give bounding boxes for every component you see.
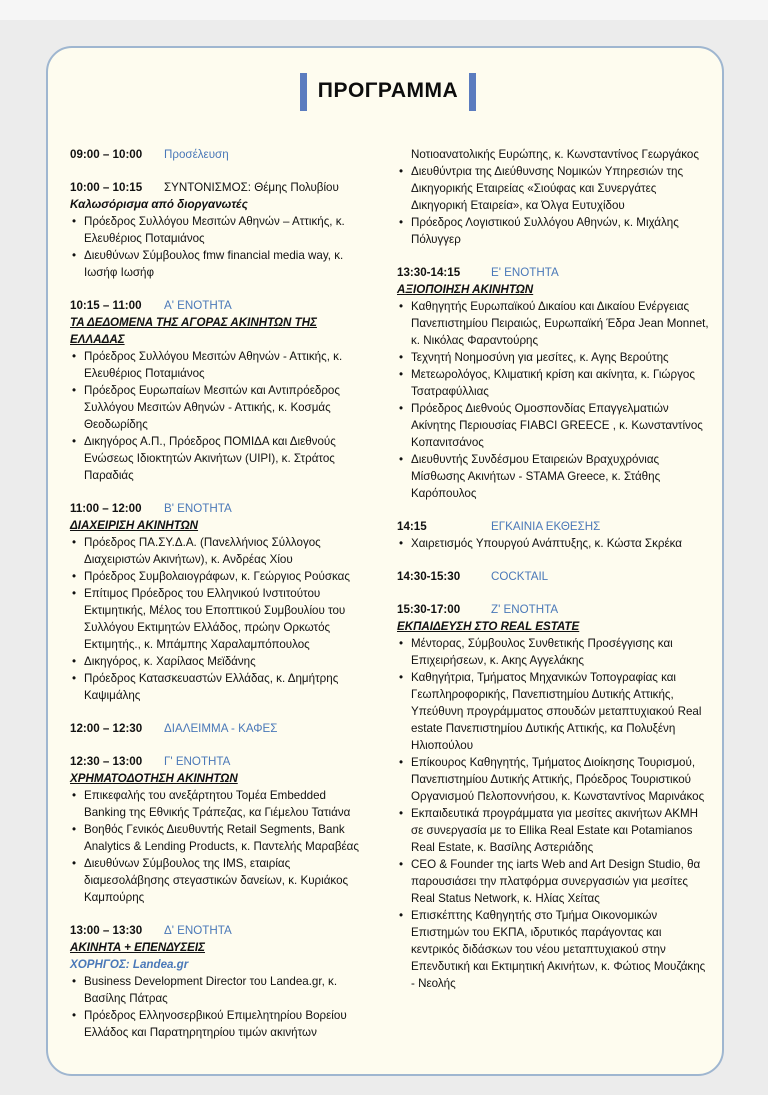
session-block — [70, 297, 370, 484]
session-subtitle: ΔΙΑΧΕΙΡΙΣΗ ΑΚΙΝΗΤΩΝ — [70, 519, 199, 532]
session-time: 14:30-15:30 — [397, 570, 461, 583]
speaker-item: • Μετεωρολόγος, Κλιματική κρίση και ακίνητα, κ. Γιώργος Τσατραφύλλιας — [397, 366, 709, 400]
title-accent-right — [469, 73, 476, 111]
speaker-list — [397, 535, 709, 552]
session-sponsor: ΧΟΡΗΓΟΣ: Landea.gr — [70, 958, 189, 971]
speaker-item: • Πρόεδρος Συμβολαιογράφων, κ. Γεώργιος Ρούσκας — [70, 568, 370, 585]
speaker-item: • Εκπαιδευτικά προγράμματα για μεσίτες ακινήτων ΑΚΜΗ σε συνεργασία με το Ellika Real Estate και Potamianos Real Estate, κ. Βασίλης Αστεριάδης — [397, 805, 709, 856]
session-time: 13:30-14:15 — [397, 266, 461, 279]
speaker-item: • Πρόεδρος Ελληνοσερβικού Επιμελητηρίου Βορείου Ελλάδος και Παρατηρητηρίου τιμών ακινήτων — [70, 1007, 370, 1041]
speaker-item: • Επίκουρος Καθηγητής, Τμήματος Διοίκησης Τουρισμού, Πανεπιστημίου Δυτικής Αττικής, Πρόεδρος Τουριστικού Οργανισμού Πελοποννήσου, κ. Κωνσταντίνος Μαρινάκος — [397, 754, 709, 805]
session-header — [70, 179, 370, 196]
speaker-item: • Πρόεδρος Συλλόγου Μεσιτών Αθηνών – Αττικής, κ. Ελευθέριος Ποταμιάνος — [70, 213, 370, 247]
session-block — [70, 753, 370, 906]
session-label: Δ' ΕΝΟΤΗΤΑ — [164, 924, 232, 937]
session-label: ΣΥΝΤΟΝΙΣΜΟΣ: Θέμης Πολυβίου — [164, 181, 339, 194]
session-time: 09:00 – 10:00 — [70, 148, 143, 161]
session-block — [397, 146, 709, 248]
right-column — [397, 146, 709, 1008]
speaker-item: • Δικηγόρος Α.Π., Πρόεδρος ΠΟΜΙΔΑ και Διεθνούς Ενώσεως Ιδιοκτητών Ακινήτων (UIPI), κ. Στράτος Παραδιάς — [70, 433, 370, 484]
left-column — [70, 146, 370, 1057]
speaker-item: • Επισκέπτης Καθηγητής στο Τμήμα Οικονομικών Επιστημών του ΕΚΠΑ, ιδρυτικός παράγοντας και κεντρικός διδάσκων του νέου μεταπτυχιακού στην Επενδυτική και Εκτιμητική Ακινήτων, κ. Φώτιος Μουζάκης - Νεολής — [397, 907, 709, 992]
speaker-list — [70, 973, 370, 1041]
session-block — [397, 518, 709, 552]
session-header — [397, 264, 709, 281]
session-subtitle: ΕΚΠΑΙΔΕΥΣΗ ΣΤΟ REAL ESTATE — [397, 620, 580, 633]
session-label: Προσέλευση — [164, 148, 229, 161]
session-label: Γ' ΕΝΟΤΗΤΑ — [164, 755, 231, 768]
speaker-item: • Επίτιμος Πρόεδρος του Ελληνικού Ινστιτούτου Εκτιμητικής, Μέλος του Εποπτικού Συμβουλίου του Συλλόγου Εκτιμητών Ελλάδος, πρώην Ορκωτός Εκτιμητής., κ. Μπάμπης Χαραλαμπόπουλος — [70, 585, 370, 653]
top-strip — [0, 0, 768, 20]
speaker-item: • Καθηγητής Ευρωπαϊκού Δικαίου και Δικαίου Ενέργειας Πανεπιστημίου Πειραιώς, Ευρωπαϊκή Έδρα Jean Monnet, κ. Νικόλας Φαραντούρης — [397, 298, 709, 349]
speaker-item: • Πρόεδρος Ευρωπαίων Μεσιτών και Αντιπρόεδρος Συλλόγου Μεσιτών Αθηνών - Αττικής, κ. Κοσμάς Θεοδωρίδης — [70, 382, 370, 433]
session-header — [397, 518, 709, 535]
speaker-list — [397, 635, 709, 992]
speaker-item: • Μέντορας, Σύμβουλος Συνθετικής Προσέγγισης και Επιχειρήσεων, κ. Ακης Αγγελάκης — [397, 635, 709, 669]
speaker-item: • Διευθύντρια της Διεύθυνσης Νομικών Υπηρεσιών της Δικηγορικής Εταιρείας «Σιούφας και Συνεργάτες Δικηγορική Εταιρεία», κα Όλγα Ευτυχίδου — [397, 163, 709, 214]
session-label: ΔΙΑΛΕΙΜΜΑ - ΚΑΦΕΣ — [164, 722, 278, 735]
speaker-item: • Πρόεδρος ΠΑ.ΣΥ.Δ.Α. (Πανελλήνιος Σύλλογος Διαχειριστών Ακινήτων), κ. Ανδρέας Χίου — [70, 534, 370, 568]
session-header — [397, 568, 709, 585]
session-header — [70, 500, 370, 517]
session-subtitle: ΤΑ ΔΕΔΟΜΕΝΑ ΤΗΣ ΑΓΟΡΑΣ ΑΚΙΝΗΤΩΝ ΤΗΣ ΕΛΛΑΔΑΣ — [70, 316, 317, 346]
speaker-item: • Δικηγόρος, κ. Χαρίλαος Μεϊδάνης — [70, 653, 370, 670]
session-subtitle: ΑΚΙΝΗΤΑ + ΕΠΕΝΔΥΣΕΙΣ — [70, 941, 205, 954]
session-block — [70, 720, 370, 737]
session-header — [70, 146, 370, 163]
title-block — [300, 73, 476, 111]
session-time: 12:30 – 13:00 — [70, 755, 143, 768]
session-label: COCKTAIL — [491, 570, 549, 583]
session-header — [70, 922, 370, 939]
session-time: 15:30-17:00 — [397, 603, 461, 616]
session-time: 13:00 – 13:30 — [70, 924, 143, 937]
session-time: 10:15 – 11:00 — [70, 299, 142, 312]
page-title: ΠΡΟΓΡΑΜΜΑ — [317, 79, 459, 102]
session-subtitle: Καλωσόρισμα από διοργανωτές — [70, 198, 248, 211]
session-block — [397, 568, 709, 585]
session-label: Ζ' ΕΝΟΤΗΤΑ — [491, 603, 559, 616]
speaker-item: • Τεχνητή Νοημοσύνη για μεσίτες, κ. Αγης Βερούτης — [397, 349, 709, 366]
speaker-list — [397, 298, 709, 502]
session-block — [70, 146, 370, 163]
speaker-list — [70, 213, 370, 281]
continued-text: Νοτιοανατολικής Ευρώπης, κ. Κωνσταντίνος Γεωργάκος — [411, 148, 699, 161]
session-block — [70, 179, 370, 281]
speaker-item: • Βοηθός Γενικός Διευθυντής Retail Segments, Bank Analytics & Lending Products, κ. Παντελής Μαραβέας — [70, 821, 370, 855]
speaker-item: • Πρόεδρος Διεθνούς Ομοσπονδίας Επαγγελματιών Ακίνητης Περιουσίας FIABCI GREECE , κ. Κωνσταντίνος Κοπανιτσάνος — [397, 400, 709, 451]
session-label: Ε' ΕΝΟΤΗΤΑ — [491, 266, 559, 279]
session-header — [70, 753, 370, 770]
speaker-list — [70, 534, 370, 704]
speaker-item: • Business Development Director του Landea.gr, κ. Βασίλης Πάτρας — [70, 973, 370, 1007]
session-header — [70, 720, 370, 737]
speaker-list — [70, 348, 370, 484]
session-time: 11:00 – 12:00 — [70, 502, 142, 515]
speaker-item: • Επικεφαλής του ανεξάρτητου Τομέα Embedded Banking της Εθνικής Τράπεζας, κα Γιέμελου Τατιάνα — [70, 787, 370, 821]
speaker-item: • Καθηγήτρια, Τμήματος Μηχανικών Τοπογραφίας και Γεωπληροφορικής, Πανεπιστημίου Δυτικής Αττικής, Υπεύθυνη προγράμματος σπουδών μεταπτυχιακού Real estate Πανεπιστημίου Δυτικής Αττικής, κα Πολυξένη Ηλιοπούλου — [397, 669, 709, 754]
session-label: Α' ΕΝΟΤΗΤΑ — [164, 299, 232, 312]
session-time: 10:00 – 10:15 — [70, 181, 143, 194]
speaker-item: • Πρόεδρος Συλλόγου Μεσιτών Αθηνών - Αττικής, κ. Ελευθέριος Ποταμιάνος — [70, 348, 370, 382]
speaker-item: • CEO & Founder της iarts Web and Art Design Studio, θα παρουσιάσει την πλατφόρμα συνεργασιών για μεσίτες Real Status Network, κ. Ηλίας Χείτας — [397, 856, 709, 907]
speaker-item: • Χαιρετισμός Υπουργού Ανάπτυξης, κ. Κώστα Σκρέκα — [397, 535, 709, 552]
session-label: ΕΓΚΑΙΝΙΑ ΕΚΘΕΣΗΣ — [491, 520, 601, 533]
session-header — [397, 601, 709, 618]
session-block — [70, 500, 370, 704]
session-subtitle: ΑΞΙΟΠΟΙΗΣΗ ΑΚΙΝΗΤΩΝ — [397, 283, 534, 296]
speaker-item: • Διευθύνων Σύμβουλος fmw financial media way, κ. Ιωσήφ Ιωσήφ — [70, 247, 370, 281]
session-block — [397, 601, 709, 992]
session-block — [70, 922, 370, 1041]
session-block — [397, 264, 709, 502]
session-subtitle: ΧΡΗΜΑΤΟΔΟΤΗΣΗ ΑΚΙΝΗΤΩΝ — [70, 772, 238, 785]
speaker-list — [70, 787, 370, 906]
session-header — [70, 297, 370, 314]
session-time: 12:00 – 12:30 — [70, 722, 143, 735]
speaker-item: • Πρόεδρος Κατασκευαστών Ελλάδας, κ. Δημήτρης Καψιμάλης — [70, 670, 370, 704]
speaker-list — [397, 163, 709, 248]
speaker-item: • Διευθύνων Σύμβουλος της IMS, εταιρίας διαμεσολάβησης στεγαστικών δανείων, κ. Κυριάκος Καμπούρης — [70, 855, 370, 906]
speaker-item: • Διευθυντής Συνδέσμου Εταιρειών Βραχυχρόνιας Μίσθωσης Ακινήτων - STAMA Greece, κ. Στάθης Καρόπουλος — [397, 451, 709, 502]
session-label: Β' ΕΝΟΤΗΤΑ — [164, 502, 232, 515]
session-time: 14:15 — [397, 520, 427, 533]
speaker-item: • Πρόεδρος Λογιστικού Συλλόγου Αθηνών, κ. Μιχάλης Πόλυγγερ — [397, 214, 709, 248]
